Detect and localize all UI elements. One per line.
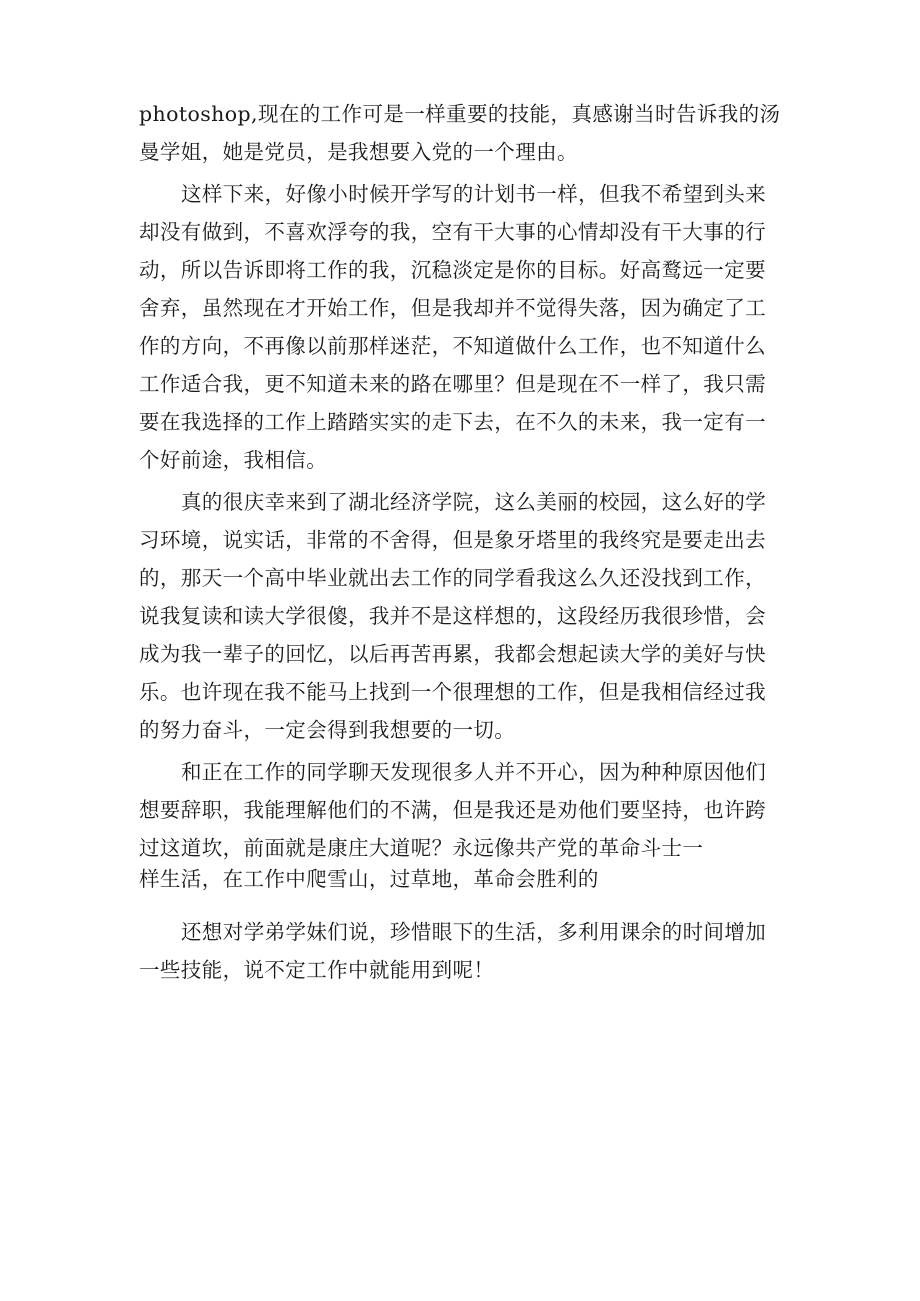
text-line: 舍弃，虽然现在才开始工作，但是我却并不觉得失落，因为确定了工	[139, 296, 766, 320]
paragraph-5	[139, 913, 790, 989]
paragraph-1	[139, 95, 790, 171]
document-body	[139, 95, 790, 989]
text-line: 却没有做到，不喜欢浮夸的我，空有干大事的心情却没有干大事的行	[139, 220, 766, 244]
text-line: 曼学姐，她是党员，是我想要入党的一个理由。	[139, 140, 578, 164]
text-line: 成为我一辈子的回忆，以后再苦再累，我都会想起读大学的美好与快	[139, 642, 766, 666]
text-line: 作的方向，不再像以前那样迷茫，不知道做什么工作，也不知道什么	[139, 334, 766, 358]
text-line: 真的很庆幸来到了湖北经济学院，这么美丽的校园，这么好的学	[181, 490, 767, 514]
text-line: 的，那天一个高中毕业就出去工作的同学看我这么久还没找到工作，	[139, 566, 766, 590]
paragraph-4	[139, 753, 790, 899]
text-line: 样生活，在工作中爬雪山，过草地，革命会胜利的	[139, 867, 599, 891]
paragraph-2	[139, 175, 790, 479]
text-line: 工作适合我，更不知道未来的路在哪里？但是现在不一样了，我只需	[139, 372, 766, 396]
text-line: 动，所以告诉即将工作的我，沉稳淡定是你的目标。好高鹜远一定要	[139, 258, 766, 282]
text-line: 一些技能，说不定工作中就能用到呢！	[139, 958, 495, 982]
text-line: 这样下来，好像小时候开学写的计划书一样，但我不希望到头来	[181, 182, 767, 206]
text-line: 过这道坎，前面就是康庄大道呢？永远像共产党的革命斗士一	[139, 836, 704, 860]
text-line: 想要辞职，我能理解他们的不满，但是我还是劝他们要坚持，也许跨	[139, 798, 766, 822]
text-line: 乐。也许现在我不能马上找到一个很理想的工作，但是我相信经过我	[139, 680, 766, 704]
text-line: 的努力奋斗，一定会得到我想要的一切。	[139, 718, 516, 742]
text-line: 说我复读和读大学很傻，我并不是这样想的，这段经历我很珍惜，会	[139, 604, 766, 628]
text-line: 和正在工作的同学聊天发现很多人并不开心，因为种种原因他们	[181, 760, 767, 784]
text-line: 习环境，说实话，非常的不舍得，但是象牙塔里的我终究是要走出去	[139, 528, 766, 552]
text-line: photoshop,现在的工作可是一样重要的技能，真感谢当时告诉我的汤	[139, 102, 781, 126]
text-line: 个好前途，我相信。	[139, 448, 328, 472]
text-line: 要在我选择的工作上踏踏实实的走下去，在不久的未来，我一定有一	[139, 410, 766, 434]
text-line: 还想对学弟学妹们说，珍惜眼下的生活，多利用课余的时间增加	[181, 920, 767, 944]
paragraph-3	[139, 483, 790, 749]
